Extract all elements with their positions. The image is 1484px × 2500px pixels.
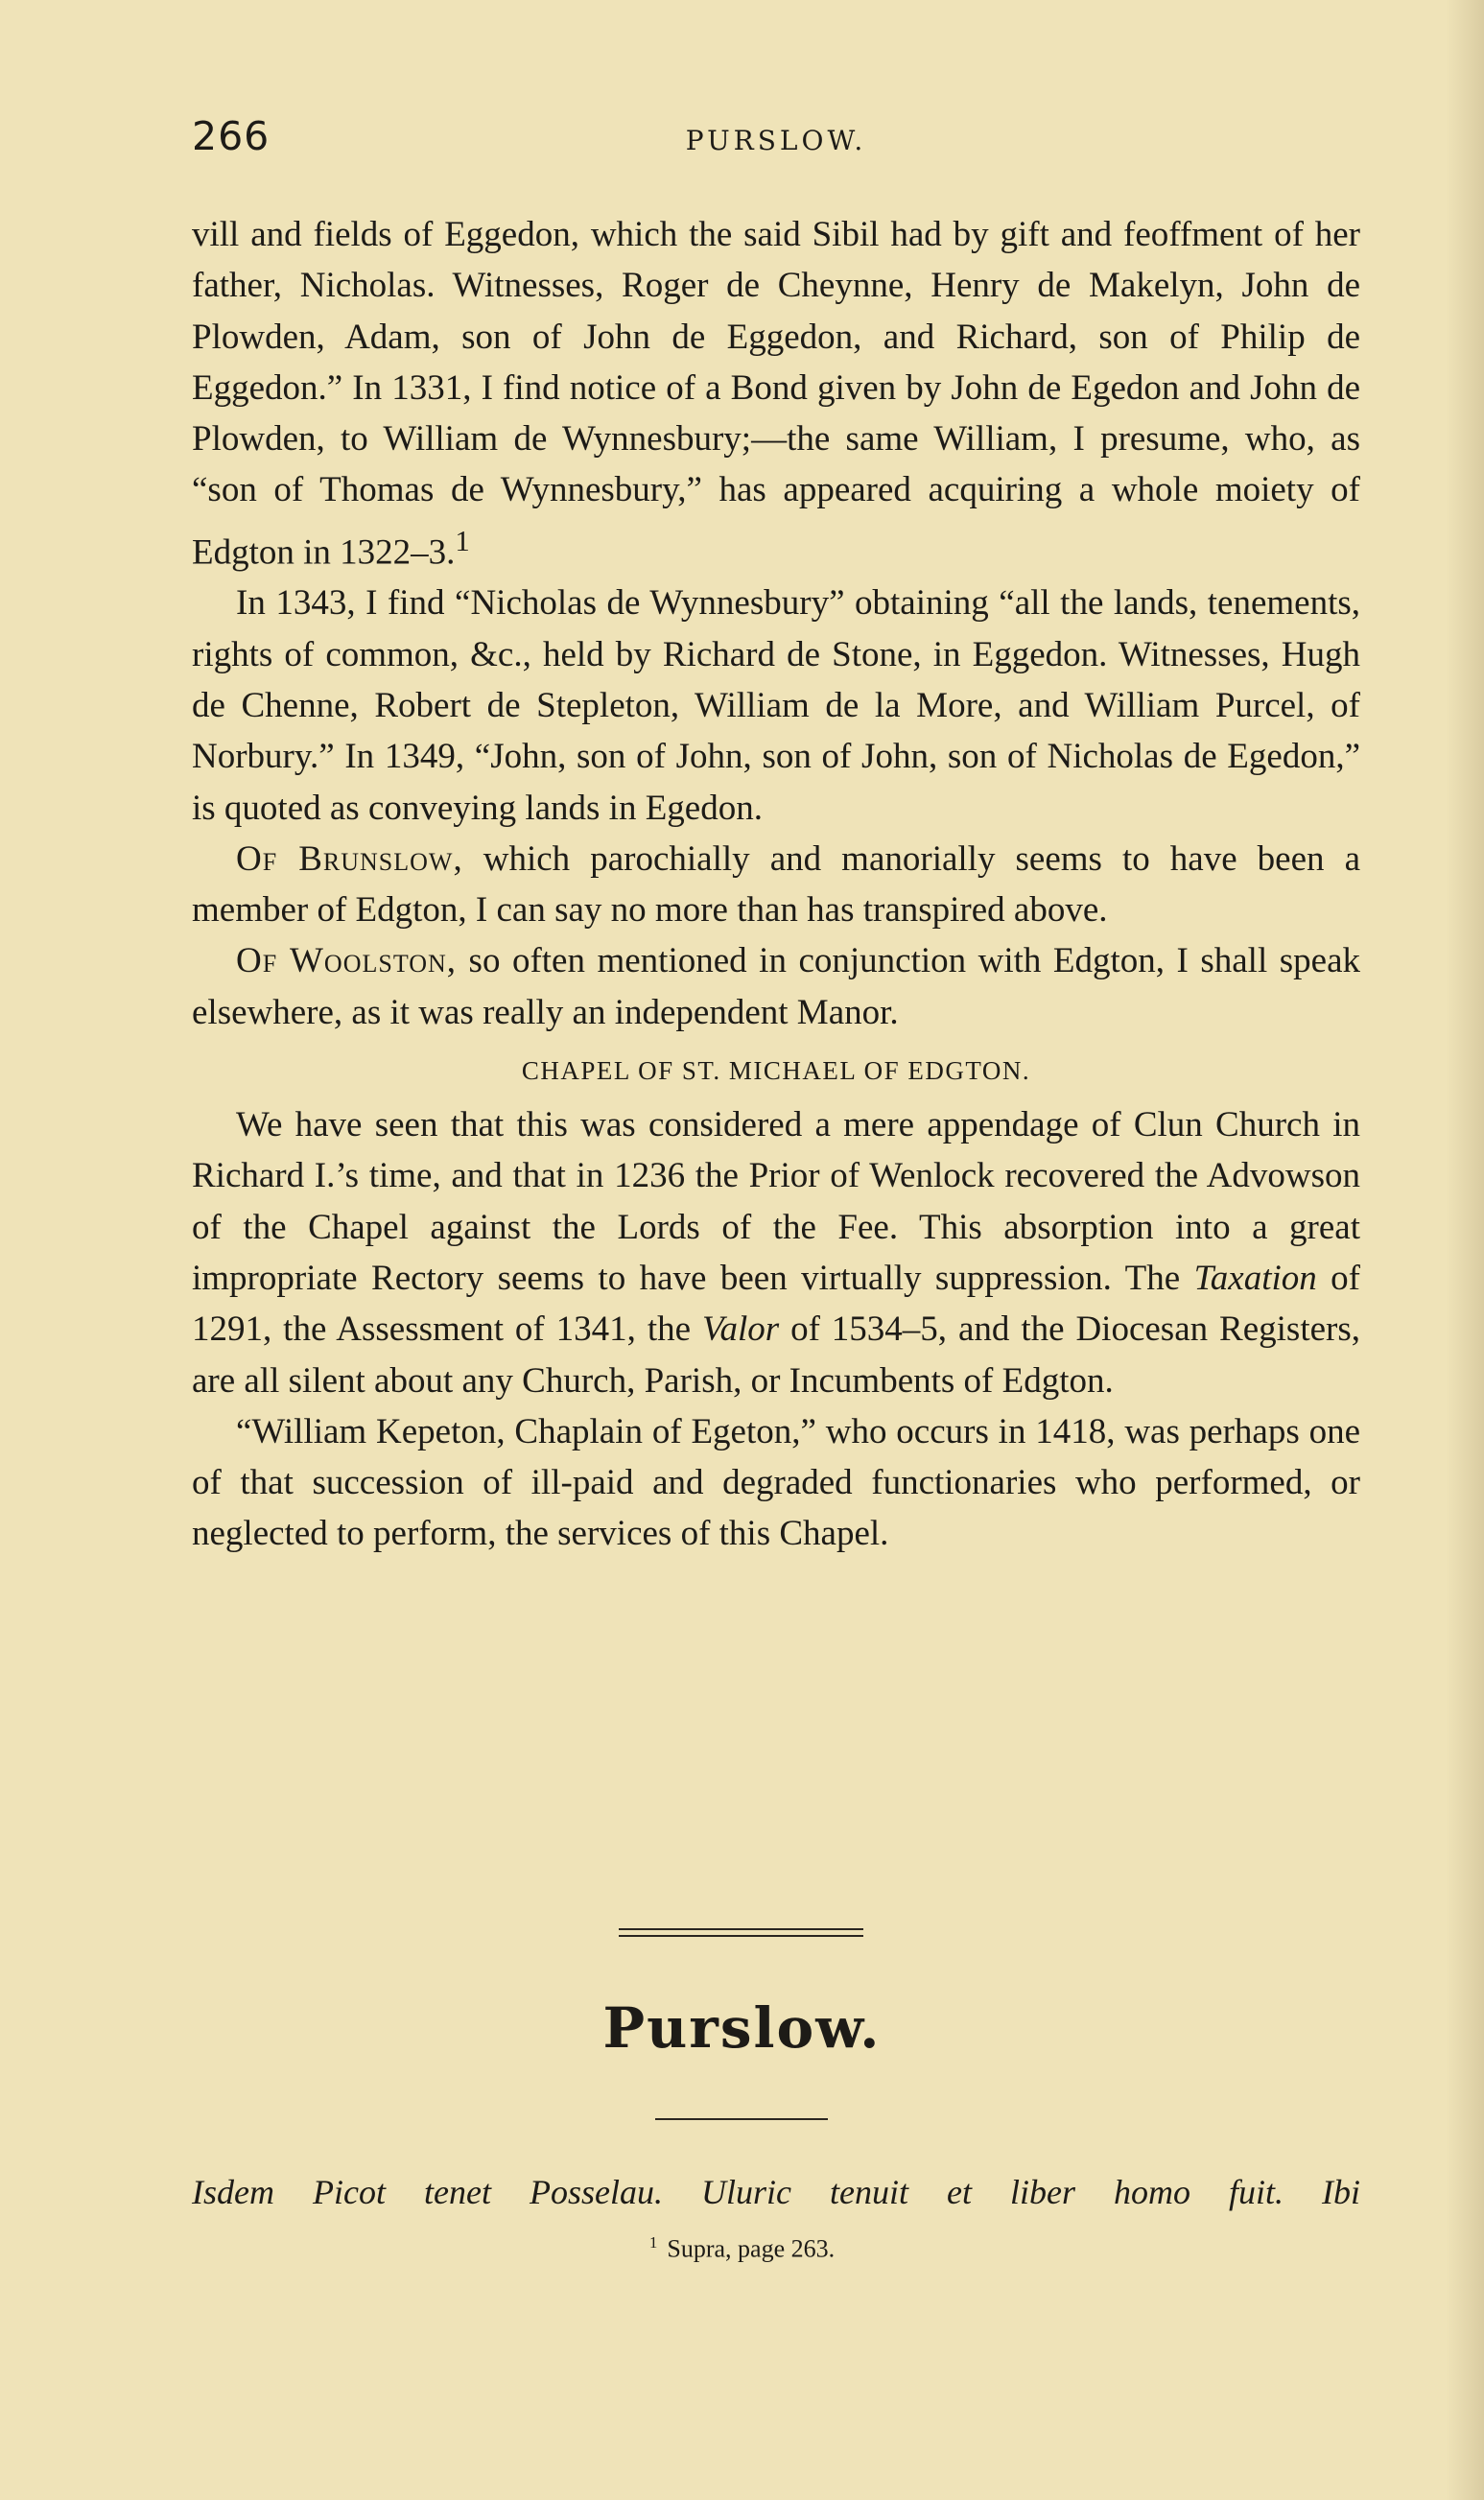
- body-text: [192, 209, 1360, 1560]
- footnote-ref: 1: [455, 524, 470, 557]
- short-rule: [655, 2118, 828, 2120]
- paragraph-6: “William Kepeton, Chaplain of Egeton,” who occurs in 1418, was perhaps one of that succession of ill-paid and degraded functionaries who performed, or neglected to perform, the services of this Chapel.: [192, 1411, 1360, 1554]
- page-number: 266: [192, 113, 271, 159]
- footnote-marker: 1: [648, 2233, 658, 2252]
- page-header: [192, 113, 1360, 171]
- section-title: Purslow.: [602, 1995, 882, 2061]
- double-rule: [619, 1928, 863, 1937]
- running-head: PURSLOW.: [685, 125, 867, 156]
- latin-line: Isdem Picot tenet Posselau. Uluric tenuit et liber homo fuit. Ibi: [192, 2173, 1360, 2211]
- page-edge-shadow: [1446, 0, 1484, 2500]
- paragraph-2: In 1343, I find “Nicholas de Wynnesbury” obtaining “all the lands, tenements, rights of common, &c., held by Richard de Stone, in Eggedon. Witnesses, Hugh de Chenne, Robert de Stepleton, William de la More, and William Purcel, of Norbury.” In 1349, “John, son of John, son of John, son of Nicholas de Egedon,” is quoted as conveying lands in Egedon.: [192, 583, 1360, 828]
- paragraph-1: vill and fields of Eggedon, which the said Sibil had by gift and feoffment of her father, Nicholas. Witnesses, Roger de Cheynne, Henry de Makelyn, John de Plowden, Adam, son of John de Eggedon, and Richard, son of Philip de Eggedon.” In 1331, I find notice of a Bond given by John de Egedon and John de Plowden, to William de Wynnesbury;—the same William, I presume, who, as “son of Thomas de Wynnesbury,” has appeared acquiring a whole moiety of Edgton in 1322–3.$^1$: [192, 215, 1360, 573]
- footnote-text: Supra, page 263.: [667, 2234, 836, 2263]
- paragraph-5: We have seen that this was considered a mere appendage of Clun Church in Richard I.’s time, and that in 1236 the Prior of Wenlock recovered the Advowson of the Chapel against the Lords of the Fee. This absorption into a great impropriate Rectory seems to have been virtually suppression. The Taxation of 1291, the Assessment of 1341, the Valor of 1534–5, and the Diocesan Registers, are all silent about any Church, Parish, or Incumbents of Edgton.: [192, 1105, 1361, 1401]
- rule-top: [619, 1928, 863, 1930]
- brunslow-lead: Of Brunslow,: [236, 838, 463, 879]
- paragraph-4: Of Woolston, so often mentioned in conjunction with Edgton, I shall speak elsewhere, as it was really an independent Manor.: [192, 941, 1360, 1032]
- paragraph-3: Of Brunslow, which parochially and manorially seems to have been a member of Edgton, I can say no more than has transpired above.: [192, 838, 1360, 931]
- woolston-lead: Of Woolston,: [236, 941, 458, 981]
- section-heading: CHAPEL OF ST. MICHAEL OF EDGTON.: [521, 1056, 1031, 1086]
- rule-bottom: [619, 1935, 863, 1937]
- footnote: [0, 2233, 1484, 2264]
